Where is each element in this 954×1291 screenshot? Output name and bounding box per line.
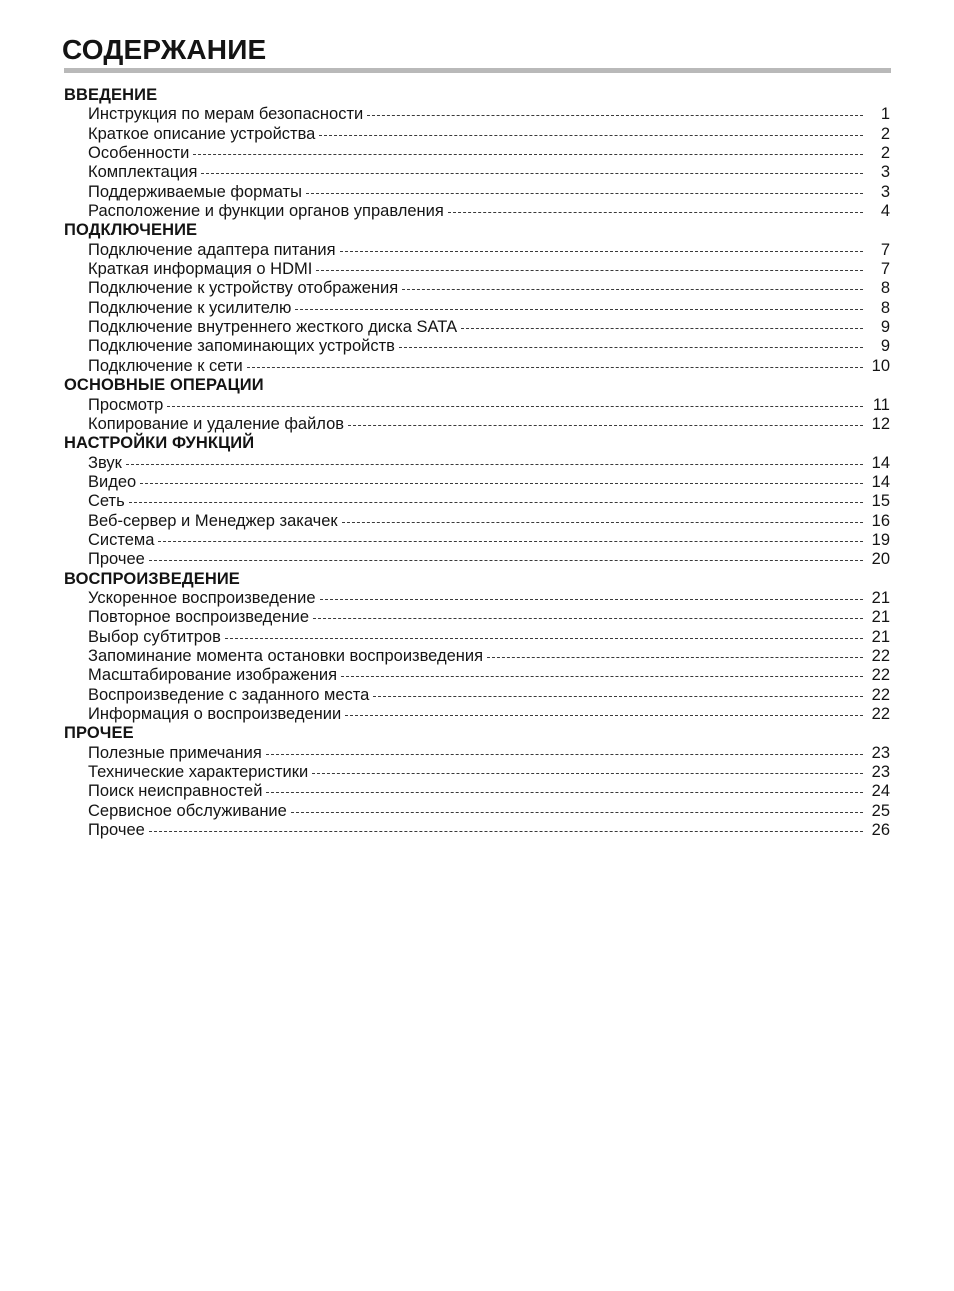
toc-dot-leader bbox=[225, 638, 863, 639]
toc-entry-label: Подключение к усилителю bbox=[88, 298, 292, 317]
toc-dot-leader bbox=[461, 328, 863, 329]
title-divider bbox=[64, 68, 891, 73]
toc-page-number: 7 bbox=[880, 260, 890, 279]
toc-dot-leader bbox=[266, 754, 863, 755]
toc-page-number: 14 bbox=[871, 453, 890, 472]
toc-entry[interactable] bbox=[64, 647, 890, 666]
toc-page-number: 25 bbox=[871, 801, 890, 820]
toc-dot-leader bbox=[201, 173, 863, 174]
toc-page-number: 23 bbox=[871, 763, 890, 782]
toc-entry-label: Подключение внутреннего жесткого диска SATA bbox=[88, 318, 458, 337]
toc-entry[interactable] bbox=[64, 454, 890, 473]
toc-dot-leader bbox=[266, 792, 863, 793]
toc-entry-label: Подключение запоминающих устройств bbox=[88, 337, 395, 356]
toc-entry-label: Сервисное обслуживание bbox=[88, 801, 287, 820]
toc-section-heading: ВВЕДЕНИЕ bbox=[64, 86, 158, 104]
toc-entry-label: Прочее bbox=[88, 550, 145, 569]
toc-entry-label: Запоминание момента остановки воспроизведения bbox=[88, 646, 484, 665]
page-title: СОДЕРЖАНИЕ bbox=[62, 34, 267, 65]
toc-dot-leader bbox=[399, 347, 863, 348]
toc-entry-label: Видео bbox=[88, 472, 137, 491]
toc-entry-label: Выбор субтитров bbox=[88, 627, 221, 646]
toc-entry-label: Особенности bbox=[88, 144, 190, 163]
toc-entry[interactable] bbox=[64, 782, 890, 801]
toc-dot-leader bbox=[193, 154, 863, 155]
table-of-contents bbox=[64, 86, 890, 840]
toc-page-number: 21 bbox=[871, 608, 890, 627]
toc-page-number: 7 bbox=[880, 240, 890, 259]
toc-entry-label: Краткое описание устройства bbox=[88, 124, 316, 143]
toc-page-number: 23 bbox=[871, 743, 890, 762]
toc-page-number: 1 bbox=[880, 105, 890, 124]
toc-entry[interactable] bbox=[64, 531, 890, 550]
toc-entry[interactable] bbox=[64, 279, 890, 298]
toc-entry-label: Просмотр bbox=[88, 395, 164, 414]
toc-entry[interactable] bbox=[64, 357, 890, 376]
toc-entry-label: Прочее bbox=[88, 821, 145, 840]
toc-page-number: 21 bbox=[871, 627, 890, 646]
toc-section-heading: ВОСПРОИЗВЕДЕНИЕ bbox=[64, 569, 240, 588]
toc-entry-label: Комплектация bbox=[88, 163, 198, 182]
toc-entry-label: Полезные примечания bbox=[88, 743, 262, 762]
toc-page-number: 9 bbox=[880, 318, 890, 337]
toc-dot-leader bbox=[158, 541, 863, 542]
toc-dot-leader bbox=[316, 270, 863, 271]
toc-entry-label: Масштабирование изображения bbox=[88, 666, 338, 685]
toc-page-number: 24 bbox=[871, 782, 890, 801]
toc-page-number: 22 bbox=[871, 666, 890, 685]
toc-entry-label: Инструкция по мерам безопасности bbox=[88, 105, 364, 124]
toc-page-number: 19 bbox=[871, 530, 890, 549]
toc-dot-leader bbox=[149, 831, 863, 832]
toc-entry[interactable] bbox=[64, 473, 890, 492]
toc-page-number: 4 bbox=[880, 202, 890, 221]
toc-entry-label: Информация о воспроизведении bbox=[88, 705, 342, 723]
toc-entry[interactable] bbox=[64, 202, 890, 221]
toc-dot-leader bbox=[312, 773, 863, 774]
toc-entry[interactable] bbox=[64, 763, 890, 782]
toc-page-number: 10 bbox=[871, 356, 890, 375]
toc-section-heading: ОСНОВНЫЕ ОПЕРАЦИИ bbox=[64, 376, 264, 395]
toc-dot-leader bbox=[340, 251, 863, 252]
toc-dot-leader bbox=[367, 115, 863, 116]
toc-dot-leader bbox=[129, 502, 863, 503]
toc-entry-label: Расположение и функции органов управления bbox=[88, 202, 444, 221]
toc-entry[interactable] bbox=[64, 821, 890, 840]
toc-entry[interactable] bbox=[64, 415, 890, 434]
toc-entry[interactable] bbox=[64, 628, 890, 647]
toc-dot-leader bbox=[320, 599, 863, 600]
toc-entry[interactable] bbox=[64, 163, 890, 182]
toc-page-number: 15 bbox=[871, 492, 890, 511]
toc-page-number: 8 bbox=[880, 279, 890, 298]
toc-entry-label: Сеть bbox=[88, 492, 125, 511]
toc-entry[interactable] bbox=[64, 550, 890, 569]
toc-page-number: 16 bbox=[871, 511, 890, 530]
toc-entry-label: Система bbox=[88, 530, 155, 549]
toc-entry[interactable] bbox=[64, 589, 890, 608]
toc-entry[interactable] bbox=[64, 183, 890, 202]
toc-page-number: 11 bbox=[872, 395, 890, 414]
toc-entry-label: Воспроизведение с заданного места bbox=[88, 685, 370, 704]
toc-entry-label: Ускоренное воспроизведение bbox=[88, 588, 316, 607]
toc-entry-label: Повторное воспроизведение bbox=[88, 608, 309, 627]
toc-entry[interactable] bbox=[64, 608, 890, 627]
toc-entry[interactable] bbox=[64, 512, 890, 531]
toc-page-number: 12 bbox=[871, 414, 890, 433]
toc-dot-leader bbox=[319, 135, 863, 136]
toc-entry-label: Подключение к устройству отображения bbox=[88, 279, 399, 298]
toc-page-number: 9 bbox=[880, 337, 890, 356]
toc-entry-label: Подключение адаптера питания bbox=[88, 240, 336, 259]
toc-entry-label: Веб-сервер и Менеджер закачек bbox=[88, 511, 338, 530]
toc-entry[interactable] bbox=[64, 396, 890, 415]
toc-section-heading: ПОДКЛЮЧЕНИЕ bbox=[64, 221, 198, 240]
toc-dot-leader bbox=[149, 560, 863, 561]
toc-entry[interactable] bbox=[64, 299, 890, 318]
toc-dot-leader bbox=[402, 289, 863, 290]
toc-page-number: 22 bbox=[871, 705, 890, 723]
toc-dot-leader bbox=[291, 812, 863, 813]
toc-dot-leader bbox=[341, 676, 863, 677]
toc-dot-leader bbox=[306, 193, 863, 194]
toc-section-heading: НАСТРОЙКИ ФУНКЦИЙ bbox=[64, 434, 255, 453]
toc-dot-leader bbox=[348, 425, 863, 426]
toc-dot-leader bbox=[345, 715, 863, 716]
toc-dot-leader bbox=[487, 657, 863, 658]
toc-dot-leader bbox=[373, 696, 863, 697]
toc-page-number: 14 bbox=[871, 472, 890, 491]
toc-entry[interactable] bbox=[64, 705, 890, 724]
toc-page-number: 21 bbox=[871, 588, 890, 607]
toc-page-number: 3 bbox=[880, 163, 890, 182]
toc-entry[interactable] bbox=[64, 318, 890, 337]
toc-entry[interactable] bbox=[64, 125, 890, 144]
toc-page-number: 22 bbox=[871, 685, 890, 704]
toc-entry[interactable] bbox=[64, 337, 890, 356]
toc-entry[interactable] bbox=[64, 105, 890, 124]
toc-entry[interactable] bbox=[64, 666, 890, 685]
toc-entry-label: Подключение к сети bbox=[88, 356, 243, 375]
toc-page-number: 8 bbox=[880, 298, 890, 317]
toc-dot-leader bbox=[342, 522, 863, 523]
toc-dot-leader bbox=[247, 367, 863, 368]
toc-entry-label: Звук bbox=[88, 453, 122, 472]
toc-dot-leader bbox=[448, 212, 863, 213]
toc-page-number: 20 bbox=[871, 550, 890, 569]
toc-entry-label: Поддерживаемые форматы bbox=[88, 182, 302, 201]
toc-entry-label: Технические характеристики bbox=[88, 763, 309, 782]
toc-entry-label: Краткая информация о HDMI bbox=[88, 260, 313, 279]
toc-dot-leader bbox=[126, 464, 863, 465]
toc-dot-leader bbox=[295, 309, 863, 310]
toc-entry[interactable] bbox=[64, 492, 890, 511]
toc-entry-label: Копирование и удаление файлов bbox=[88, 414, 345, 433]
toc-dot-leader bbox=[167, 406, 863, 407]
toc-page-number: 3 bbox=[880, 182, 890, 201]
toc-page-number: 22 bbox=[871, 646, 890, 665]
toc-page-number: 2 bbox=[880, 124, 890, 143]
toc-entry[interactable] bbox=[64, 744, 890, 763]
toc-page-number: 2 bbox=[880, 144, 890, 163]
toc-section-heading: ПРОЧЕЕ bbox=[64, 724, 134, 743]
toc-page-number: 26 bbox=[871, 821, 890, 840]
toc-dot-leader bbox=[140, 483, 863, 484]
toc-entry-label: Поиск неисправностей bbox=[88, 782, 263, 801]
toc-entry[interactable] bbox=[64, 260, 890, 279]
toc-entry[interactable] bbox=[64, 241, 890, 260]
toc-entry[interactable] bbox=[64, 144, 890, 163]
toc-dot-leader bbox=[313, 618, 863, 619]
toc-entry[interactable] bbox=[64, 686, 890, 705]
toc-entry[interactable] bbox=[64, 802, 890, 821]
